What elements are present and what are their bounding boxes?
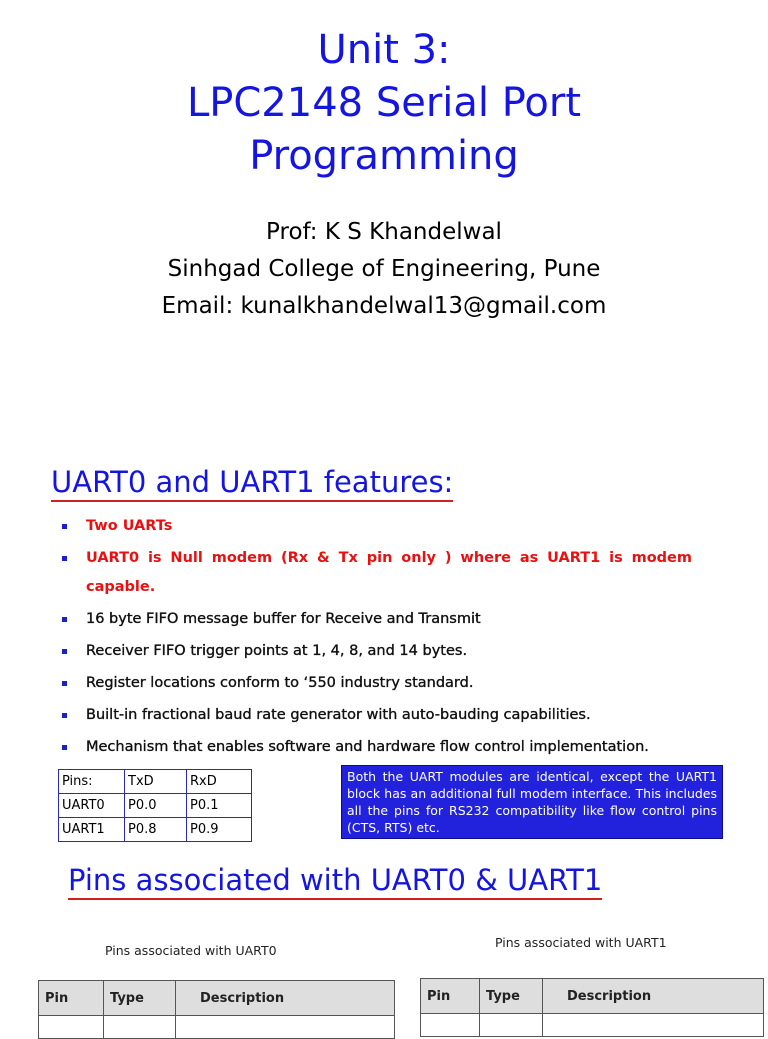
- title-line-1: Unit 3:: [317, 27, 451, 73]
- title-line-3: Programming: [249, 133, 519, 179]
- table-cell: [39, 1016, 104, 1039]
- table-header-cell: Description: [176, 981, 395, 1016]
- feature-text: 16 byte FIFO message buffer for Receive and Transmit: [86, 611, 481, 627]
- table-cell: [104, 1016, 176, 1039]
- table-row: [59, 770, 252, 794]
- table-header-cell: RxD: [187, 770, 252, 794]
- bullet-square-icon: [62, 556, 67, 561]
- table-row: [39, 981, 395, 1016]
- feature-text: Mechanism that enables software and hardware flow control implementation.: [86, 739, 649, 755]
- table-header-cell: Type: [104, 981, 176, 1016]
- feature-text: UART0 is Null modem (Rx & Tx pin only ) where as UART1 is modem capable.: [86, 550, 692, 595]
- uart1-pin-table: [420, 978, 764, 1037]
- table-header-cell: TxD: [125, 770, 187, 794]
- table-row: [59, 794, 252, 818]
- features-list: [62, 512, 692, 765]
- table-cell: UART1: [59, 818, 125, 842]
- table-header-cell: Pins:: [59, 770, 125, 794]
- table-cell: P0.9: [187, 818, 252, 842]
- table-header-cell: Description: [543, 979, 764, 1014]
- uart-pin-table: [58, 769, 252, 842]
- bullet-square-icon: [62, 681, 67, 686]
- list-item: [62, 605, 692, 634]
- table-cell: [480, 1014, 543, 1037]
- bullet-square-icon: [62, 745, 67, 750]
- list-item: [62, 669, 692, 698]
- uart1-caption: Pins associated with UART1: [495, 935, 667, 950]
- table-cell: P0.8: [125, 818, 187, 842]
- table-header-cell: Pin: [39, 981, 104, 1016]
- list-item: [62, 733, 692, 762]
- author-email: Email: kunalkhandelwal13@gmail.com: [161, 293, 607, 319]
- feature-text: Receiver FIFO trigger points at 1, 4, 8, and 14 bytes.: [86, 643, 468, 659]
- list-item: [62, 701, 692, 730]
- table-row: [39, 1016, 395, 1039]
- pins-heading: Pins associated with UART0 & UART1: [68, 862, 602, 900]
- uart0-caption: Pins associated with UART0: [105, 943, 277, 958]
- table-cell: [421, 1014, 480, 1037]
- author-name: Prof: K S Khandelwal: [266, 219, 502, 245]
- table-row: [421, 979, 764, 1014]
- slide-title: [0, 24, 768, 183]
- list-item: [62, 637, 692, 666]
- uart-note-box: Both the UART modules are identical, except the UART1 block has an additional full modem interface. This includes all the pins for RS232 compatibility like flow control pins (CTS, RTS) etc.: [341, 765, 723, 839]
- table-row: [59, 818, 252, 842]
- feature-text: Built-in fractional baud rate generator with auto-bauding capabilities.: [86, 707, 591, 723]
- author-institution: Sinhgad College of Engineering, Pune: [167, 256, 601, 282]
- features-heading: UART0 and UART1 features:: [51, 464, 453, 502]
- author-info: [0, 214, 768, 325]
- table-header-cell: Pin: [421, 979, 480, 1014]
- table-cell: [176, 1016, 395, 1039]
- list-item: [62, 544, 692, 602]
- table-row: [421, 1014, 764, 1037]
- bullet-square-icon: [62, 649, 67, 654]
- feature-text: Register locations conform to ‘550 industry standard.: [86, 675, 474, 691]
- bullet-square-icon: [62, 713, 67, 718]
- table-cell: UART0: [59, 794, 125, 818]
- table-header-cell: Type: [480, 979, 543, 1014]
- title-line-2: LPC2148 Serial Port: [186, 80, 582, 126]
- table-cell: P0.0: [125, 794, 187, 818]
- uart0-pin-table: [38, 980, 395, 1039]
- feature-text: Two UARTs: [86, 518, 173, 534]
- table-cell: [543, 1014, 764, 1037]
- table-cell: P0.1: [187, 794, 252, 818]
- bullet-square-icon: [62, 524, 67, 529]
- bullet-square-icon: [62, 617, 67, 622]
- list-item: [62, 512, 692, 541]
